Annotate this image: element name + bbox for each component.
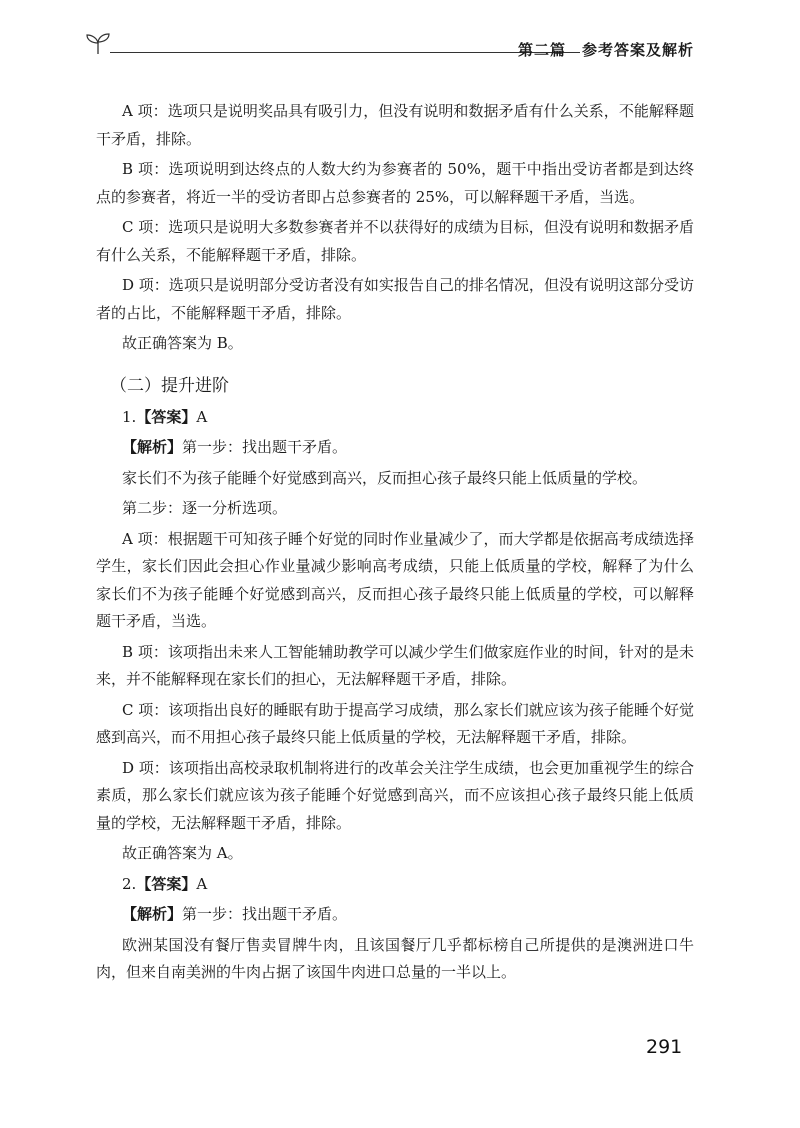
option-b-paragraph: B 项：选项说明到达终点的人数大约为参赛者的 50%，题干中指出受访者都是到达终点的参赛者，将近一半的受访者即占总参赛者的 25%，可以解释题干矛盾，当选。 xyxy=(96,160,694,206)
sprout-icon xyxy=(84,30,112,56)
q2-step1: 第一步：找出题干矛盾。 xyxy=(182,905,348,923)
q2-analysis-line xyxy=(96,901,694,929)
q2-analysis-tag: 【解析】 xyxy=(122,905,183,923)
q1-answer-tag: 【答案】 xyxy=(136,407,197,426)
page-header xyxy=(84,30,694,60)
q2-contradiction: 欧洲某国没有餐厅售卖冒牌牛肉，且该国餐厅几乎都标榜自己所提供的是澳洲进口牛肉，但来自南美洲的牛肉占据了该国牛肉进口总量的一半以上。 xyxy=(96,935,694,981)
q2-number: 2. xyxy=(122,874,137,893)
option-a-paragraph: A 项：选项只是说明奖品具有吸引力，但没有说明和数据矛盾有什么关系，不能解释题干矛盾，排除。 xyxy=(96,102,694,148)
page-content xyxy=(96,98,694,990)
q1-option-b: B 项：该项指出未来人工智能辅助教学可以减少学生们做家庭作业的时间，针对的是未来，并不能解释现在家长们的担心，无法解释题干矛盾，排除。 xyxy=(96,642,694,688)
q1-option-c: C 项：该项指出良好的睡眠有助于提高学习成绩，那么家长们就应该为孩子能睡个好觉感到高兴，而不用担心孩子最终只能上低质量的学校，无法解释题干矛盾，排除。 xyxy=(96,700,694,746)
section-heading: （二）提升进阶 xyxy=(110,375,229,396)
header-text xyxy=(518,39,694,60)
q1-answer: A xyxy=(196,407,208,426)
page-number: 291 xyxy=(646,1036,683,1058)
q1-option-d: D 项：该项指出高校录取机制将进行的改革会关注学生成绩，也会更加重视学生的综合素质，那么家长们就应该为孩子能睡个好觉感到高兴，而不应该担心孩子最终只能上低质量的学校，无法解释题干矛盾，排除。 xyxy=(96,758,694,832)
option-d-paragraph: D 项：选项只是说明部分受访者没有如实报告自己的排名情况，但没有说明这部分受访者的占比，不能解释题干矛盾，排除。 xyxy=(96,276,694,322)
header-rule xyxy=(110,52,580,53)
q1-answer-line xyxy=(96,404,694,432)
q1-option-a: A 项：根据题干可知孩子睡个好觉的同时作业量减少了，而大学都是依据高考成绩选择学生，家长们因此会担心作业量减少影响高考成绩，只能上低质量的学校，解释了为什么家长们不为孩子能睡个好觉感到高兴，反而担心孩子最终只能上低质量的学校，可以解释题干矛盾，当选。 xyxy=(96,529,694,630)
q1-analysis-tag: 【解析】 xyxy=(122,438,183,456)
option-c-paragraph: C 项：选项只是说明大多数参赛者并不以获得好的成绩为目标，但没有说明和数据矛盾有什么关系，不能解释题干矛盾，排除。 xyxy=(96,218,694,264)
q1-number: 1. xyxy=(122,407,137,426)
q1-analysis-line xyxy=(96,434,694,462)
q1-conclusion: 故正确答案为 A。 xyxy=(122,844,243,862)
q2-answer-tag: 【答案】 xyxy=(136,874,197,893)
header-part: 第二篇 xyxy=(517,41,566,59)
q2-answer: A xyxy=(196,874,208,893)
q1-step2: 第二步：逐一分析选项。 xyxy=(122,499,288,517)
q1-step1: 第一步：找出题干矛盾。 xyxy=(182,438,348,456)
header-title: 参考答案及解析 xyxy=(581,41,694,59)
q1-contradiction: 家长们不为孩子能睡个好觉感到高兴，反而担心孩子最终只能上低质量的学校。 xyxy=(122,468,648,487)
q2-answer-line xyxy=(96,871,694,899)
conclusion-paragraph: 故正确答案为 B。 xyxy=(122,334,243,352)
